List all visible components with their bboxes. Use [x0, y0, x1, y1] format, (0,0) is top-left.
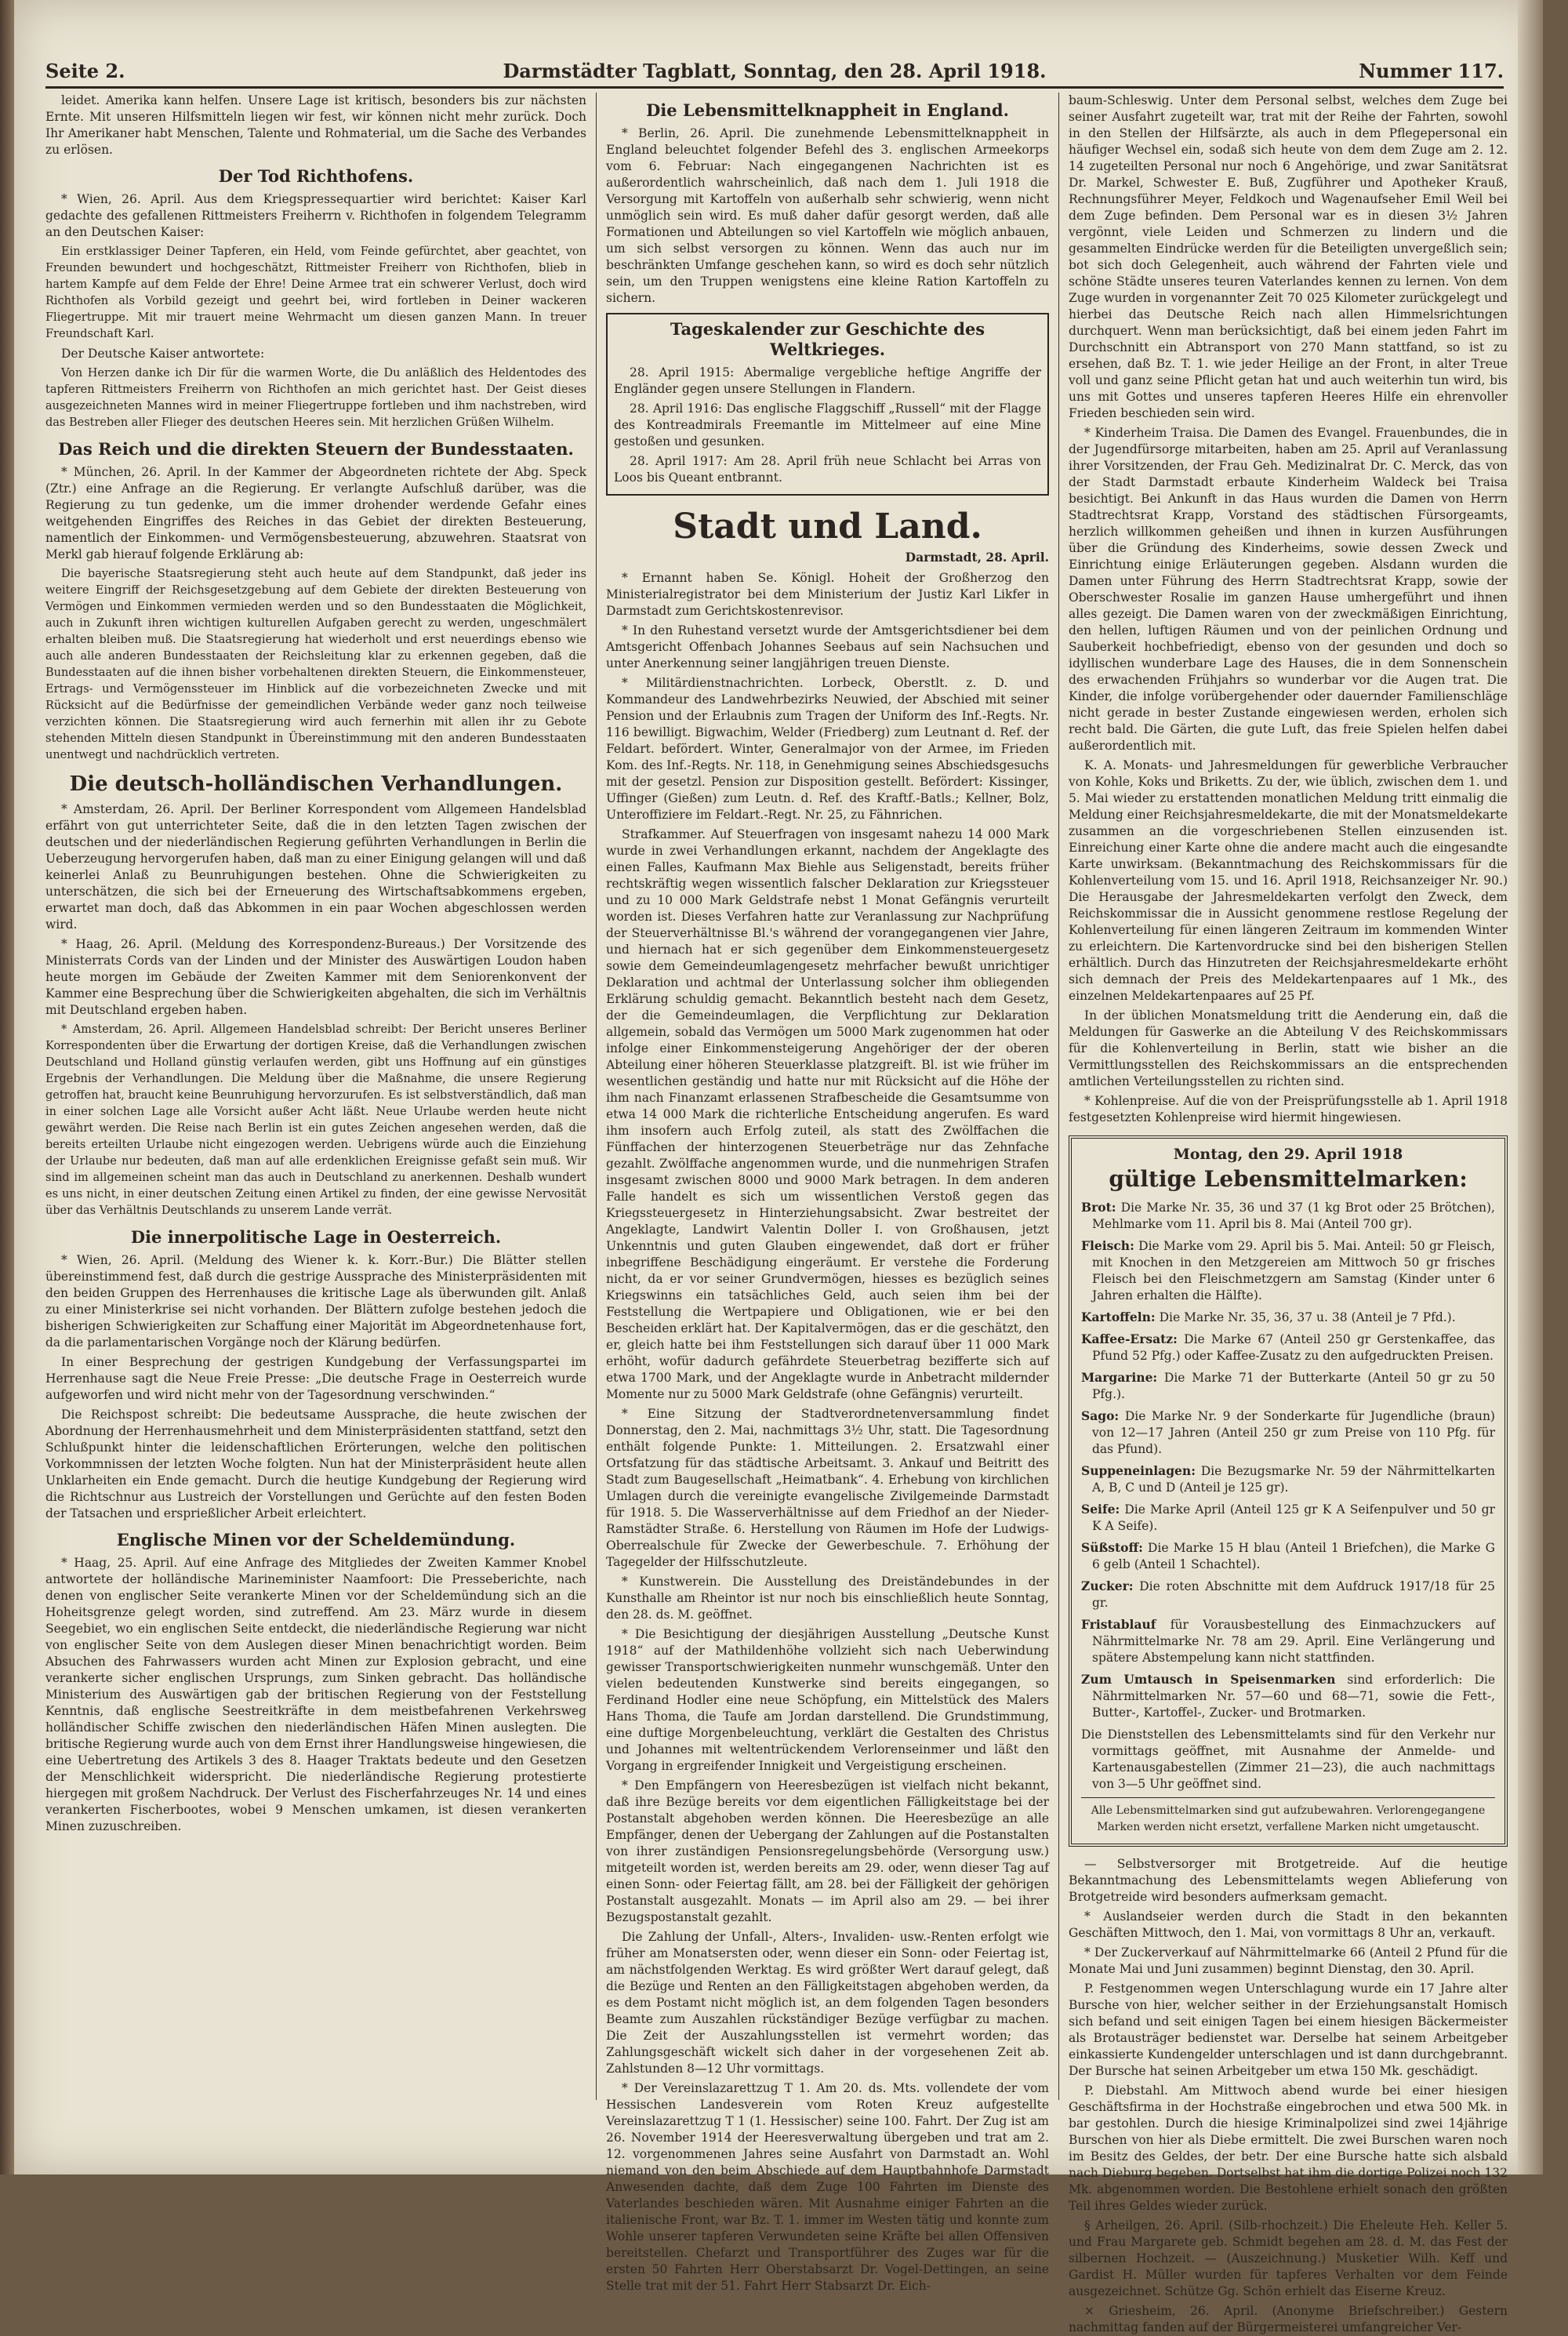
page-label: Seite 2. — [45, 60, 125, 82]
column-divider — [1058, 93, 1059, 2100]
ration-item: Süßstoff: Die Marke 15 H blau (Anteil 1 Briefchen), die Marke G 6 gelb (Anteil 1 Schachtel). — [1081, 1540, 1496, 1571]
article-paragraph: * Kinderheim Traisa. Die Damen des Evangel. Frauenbundes, die in der Jugendfürsorge mitarbeiten, haben am 25. April auf Veranlassung ihrer Vorsitzenden, der Frau Geh. Medizinalrat Dr. C. Merck, das von der Stadt Darmstadt erbaute Kinderheim Waldeck bei Traisa besichtigt. Bei Ankunft in das Haus wurden die Damen von Herrn Stadtrechtsrat Krapp, Vorstand des städtischen Fürsorgeamts, herzlich willkommen geheißen und ihnen in kurzen Ausführungen über die Gründung des Kinderheims, sowie dessen Zweck und Einrichtung einige Erläuterungen gegeben. Alsdann wurden die Damen unter Führung des Herrn Stadtrechtsrat Krapp, sowie der Oberschwester Rosalie im ganzen Hause umhergeführt und ihnen alles gezeigt. Die Damen waren von der zweckmäßigen Einrichtung, den hellen, luftigen Räumen und von der peinlichen Ordnung und Sauberkeit hochbefriedigt, ebenso von der gesunden und doch so idyllischen wunderbare Lage des Hauses, die in dem Sonnenschein des erwachenden Frühjahrs so wunderbar vor die Augen trat. Die Kinder, die infolge vorübergehender oder dauernder Familienschläge nicht gerade in bester Zustande eingewiesen werden, erholen sich recht bald. Die Gärten, die gute Luft, das freie Spielen helfen dabei außerordentlich mit. — [1069, 426, 1508, 753]
section-title: Stadt und Land. — [673, 507, 982, 547]
ration-item: Margarine: Die Marke 71 der Butterkarte (Anteil 50 gr zu 50 Pfg.). — [1081, 1370, 1495, 1401]
ration-item: Brot: Die Marke Nr. 35, 36 und 37 (1 kg Brot oder 25 Brötchen), Mehlmarke vom 11. April bis 8. Mai (Anteil 700 gr). — [1081, 1200, 1495, 1231]
header-rule — [45, 86, 1504, 89]
ration-item: Die Dienststellen des Lebensmittelamts sind für den Verkehr nur vormittags geöffnet, mit Ausnahme der Anmelde- und Kartenausgabestellen (Zimmer 21—23), die auch nachmittags von 3—5 Uhr geöffnet sind. — [1081, 1727, 1495, 1791]
article-paragraph: * Der Zuckerverkauf auf Nährmittelmarke 66 (Anteil 2 Pfund für die Monate Mai und Juni zusammen) beginnt Dienstag, den 30. April. — [1069, 1945, 1508, 1976]
column-2 — [606, 93, 1049, 2293]
issue-number: Nummer 117. — [1359, 60, 1504, 82]
article-headline: Das Reich und die direkten Steuern der Bundesstaaten. — [58, 439, 574, 459]
article-paragraph: § Arheilgen, 26. April. (Silb-rhochzeit.) Die Eheleute Heh. Keller 5. und Frau Margarete geb. Schmidt begehen am 28. d. M. das Fest der silbernen Hochzeit. — (Auszeichnung.) Musketier Wilh. Keff und Gardist H. Müller wurden für tapferes Verhalten vor dem Feinde ausgezeichnet. Schütze Gg. Schön erhielt das Eiserne Kreuz. — [1069, 2218, 1508, 2298]
ration-item: Zum Umtausch in Speisenmarken sind erforderlich: Die Nährmittelmarken Nr. 57—60 und 68—71, sowie die Fett-, Butter-, Kartoffel-, Zucker- und Brotmarken. — [1081, 1672, 1495, 1720]
article-paragraph: * Eine Sitzung der Stadtverordnetenversammlung findet Donnerstag, den 2. Mai, nachmittags 3½ Uhr, statt. Die Tagesordnung enthält folgende Punkte: 1. Mitteilungen. 2. Ersatzwahl einer Ortsfatzung für das städtische Arbeitsamt. 3. Ankauf und Beitritt des Stadt zum Baugesellschaft „Heimatbank“. 4. Erhebung von kirchlichen Umlagen durch die vereinigte evangelische Zivilgemeinde Darmstadt für 1918. 5. Die Wasserverhältnisse auf dem Friedhof an der Nieder-Ramstädter Straße. 6. Herstellung von Räumen im Hofe der Ludwigs-Oberrealschule für Zwecke der Gewerbeschule. 7. Erhöhung der Tagegelder der Hilfsschutzleute. — [606, 1407, 1049, 1569]
ration-item: Fleisch: Die Marke vom 29. April bis 5. Mai. Anteil: 50 gr Fleisch, mit Knochen in den Metzgereien am Mittwoch 50 gr frisches Fleisch bei den Fleischmetzgern am Samstag (Kinder unter 6 Jahren erhalten die Hälfte). — [1081, 1238, 1495, 1302]
dateline: Darmstadt, 28. April. — [905, 550, 1049, 565]
ration-item: Suppeneinlagen: Die Bezugsmarke Nr. 59 der Nährmittelkarten A, B, C und D (Anteil je 125 gr). — [1081, 1463, 1495, 1495]
ration-list — [1081, 1199, 1495, 1793]
article-paragraph: * Ernannt haben Se. Königl. Hoheit der Großherzog den Ministerialregistrator bei dem Ministerium der Justiz Karl Likfer in Darmstadt zum Gerichtskostenrevisor. — [606, 571, 1049, 618]
article-paragraph: Die Reichspost schreibt: Die bedeutsame Aussprache, die heute zwischen der Abordnung der Herrenhausmehrheit und dem Ministerpräsidenten stattfand, setzt den Schlußpunkt hinter die leidenschaftlichen Erörterungen, welche den politischen Vorkommnissen der letzten Woche folgten. Nun hat der Ministerpräsident heute allen Unklarheiten ein Ende gemacht. Durch die heutige Kundgebung der Regierung wird die Richtschnur aus Lustreich der Vorstellungen und Gerüchte auf den festen Boden der Tatsachen und ersprießlicher Arbeit erleichtert. — [45, 1408, 586, 1520]
article-paragraph: * Kunstwerein. Die Ausstellung des Dreiständebundes in der Kunsthalle am Rheintor ist nur noch bis einschließlich heute Sonntag, den 28. ds. M. geöffnet. — [606, 1575, 1049, 1622]
article-paragraph: * Haag, 25. April. Auf eine Anfrage des Mitgliedes der Zweiten Kammer Knobel antwortete der holländische Marineminister Naamfoort: Die Presseberichte, nach denen von englischer Seite verankerte Minen vor der Scheldemündung sich an die Hoheitsgrenze gelegt worden, sind zutreffend. Am 23. März wurde in diesem Seegebiet, wo ein englischen Seite entdeckt, die niederländische Regierung war nicht von englischer Seite von dem Auslegen dieser Minen benachrichtigt worden. Beim Absuchen des Fahrwassers wurden acht Minen zur Explosion gebracht, und eine verankerte sicher englischen Ursprungs, zum Sinken gebracht. Das holländische Ministerium des Auswärtigen gab der britischen Regierung von der Feststellung Kenntnis, daß englische Seestreitkräfte in dem meistbefahrenen Verkehrsweg holländischer Schiffe zwischen den niederländischen Häfen Minen auslegten. Die britische Regierung wurde auch von dem Ernst ihrer Handlungsweise hingewiesen, die eine Uebertretung des Artikels 3 des 8. Haager Traktats bedeute und den Gesetzen der Menschlichkeit widerspricht. Die niederländische Regierung protestierte hiergegen mit großem Nachdruck. Der Verlust des Fischerfahrzeuges Nr. 14 und eines verankerten Fischerbootes, wobei 9 Menschen umkamen, ist diesen verankerten Minen zuzuschreiben. — [45, 1556, 586, 1833]
article-paragraph: Ein erstklassiger Deiner Tapferen, ein Held, vom Feinde gefürchtet, aber geachtet, von Freunden bewundert und hochgeschätzt, Rittmeister Freiherr von Richthofen, blieb in hartem Kampfe auf dem Felde der Ehre! Deine Armee trat ein schwerer Verlust, doch wird Richthofen als Vorbild gezeigt und geehrt bei, wird fortleben in Deiner wackeren Fliegertruppe. Mit mir trauert meine Wehrmacht um diesen ganzen Mann. In treuer Freundschaft Karl. — [45, 245, 586, 340]
article-paragraph: Die bayerische Staatsregierung steht auch heute auf dem Standpunkt, daß jeder ins weitere Eingriff der Reichsgesetzgebung auf dem Gebiete der direkten Besteuerung von Vermögen und Einkommen vermieden werden und so den Bundesstaaten die Möglichkeit, auch in Zukunft ihren wichtigen kulturellen Aufgaben gerecht zu werden, ungeschmälert erhalten bleiben muß. Die Staatsregierung hat wiederholt und erst neuerdings ebenso wie auch alle anderen Bundesstaaten der Reichsleitung klar zu erkennen gegeben, daß die Bundesstaaten auf die ihnen bisher vorbehaltenen direkten Steuern, die Einkommensteuer, Ertrags- und Vermögenssteuer im Hinblick auf die vorbezeichneten Zwecke und mit Rücksicht auf die Bedürfnisse der gemeindlichen Verbände weder ganz noch teilweise verzichten können. Die Staatsregierung wird auch fernerhin mit allen ihr zu Gebote stehenden Mitteln diesen Standpunkt in Übereinstimmung mit den anderen Bundesstaaten unentwegt und nachdrücklich vertreten. — [45, 568, 586, 761]
article-paragraph: * Berlin, 26. April. Die zunehmende Lebensmittelknappheit in England beleuchtet folgender Befehl des 3. englischen Armeekorps vom 6. Februar: Nach eingegangenen Nachrichten ist es außerordentlich wahrscheinlich, daß nach dem 1. Juli 1918 die Versorgung mit Kartoffeln von außerhalb sehr schwierig, wenn nicht unmöglich sein wird. Es muß daher dafür gesorgt werden, daß alle Formationen und Abteilungen so viel Kartoffeln wie möglich anbauen, um sich selbst versorgen zu können. Wenn das auch nur im beschränkten Umfange geschehen kann, so wird es doch sehr nützlich sein, um den Truppen wenigstens eine kleine Ration Kartoffeln zu sichern. — [606, 126, 1049, 305]
article-paragraph: * Kohlenpreise. Auf die von der Preisprüfungsstelle ab 1. April 1918 festgesetzten Kohlenpreise wird hiermit hingewiesen. — [1069, 1094, 1508, 1124]
calendar-entry: 28. April 1915: Abermalige vergebliche heftige Angriffe der Engländer gegen unsere Stellungen in Flandern. — [614, 365, 1041, 396]
ration-item: Zucker: Die roten Abschnitte mit dem Aufdruck 1917/18 für 25 gr. — [1081, 1579, 1495, 1610]
column-1 — [45, 93, 586, 2100]
article-headline: Die innerpolitische Lage in Oesterreich. — [130, 1227, 502, 1247]
article-paragraph: × Griesheim, 26. April. (Anonyme Briefschreiber.) Gestern nachmittag fanden auf der Bürgermeisterei umfangreicher Ver- — [1069, 2304, 1508, 2334]
article-paragraph: * Den Empfängern von Heeresbezügen ist vielfach nicht bekannt, daß ihre Bezüge bereits vor dem eigentlichen Fälligkeitstage bei der Postanstalt abgehoben werden können. Die Heeresbezüge an alle Empfänger, denen der Uebergang der Zahlungen auf die Postanstalten von ihrer zuständigen Pensionsregelungsbehörde (Versorgung usw.) mitgeteilt worden ist, werden bereits am 29. oder, wenn dieser Tag auf einen Sonn- oder Feiertag fällt, am 28. bei der Fälligkeit der gehörigen Postanstalt ausgezahlt. Monats — im April also am 29. — bei ihrer Bezugspostanstalt gezahlt. — [606, 1778, 1049, 1924]
article-paragraph: * Der Vereinslazarettzug T 1. Am 20. ds. Mts. vollendete der vom Hessischen Landesverein vom Roten Kreuz aufgestellte Vereinslazarettzug T 1 (1. Hessischer) seine 100. Fahrt. Der Zug ist am 26. November 1914 der Heeresverwaltung übergeben und trat am 2. 12. vorgenommenen Jahres seine Ausfahrt von Darmstadt an. Wohl niemand von den beim Abschiede auf dem Hauptbahnhofe Darmstadt Anwesenden dachte, daß dem Zuge 100 Fahrten im Dienste des Vaterlandes beschieden wären. Mit Ausnahme einiger Fahrten an die italienische Front, war Bz. T. 1. immer im Westen tätig und konnte zum Wohle unserer tapferen Verwundeten seine Kräfte bei allen Offensiven bereitstellen. Chefarzt und Transportführer des Zuges war für die ersten 50 Fahrten Herr Oberstabsarzt Dr. Vogel-Dettingen, an seine Stelle trat mit der 51. Fahrt Herr Stabsarzt Dr. Eich- — [606, 2081, 1049, 2293]
article-headline: Die deutsch-holländischen Verhandlungen. — [69, 772, 563, 796]
article-paragraph: * Haag, 26. April. (Meldung des Korrespondenz-Bureaus.) Der Vorsitzende des Ministerrats Cords van der Linden und der Minister des Auswärtigen Loudon haben heute morgen im Gebäude der Zweiten Kammer mit dem Seniorenkonvent der Kammer eine Besprechung über die Schwierigkeiten abgehalten, die sich im Verhältnis mit Deutschland ergeben haben. — [45, 937, 586, 1017]
ration-date: Montag, den 29. April 1918 — [1173, 1146, 1403, 1163]
article-paragraph: * Die Besichtigung der diesjährigen Ausstellung „Deutsche Kunst 1918“ auf der Mathildenhöhe vollzieht sich nach Ueberwindung gewisser Transportschwierigkeiten nunmehr wunschgemäß. Unter den vielen bedeutenden Kunstwerke sind bereits eingegangen, so Ferdinand Hodler eine neue Schöpfung, ein Mittelstück des Malers Hans Thoma, die Taufe am Jordan darstellend. Die Grundstimmung, eine duftige Morgenbeleuchtung, verklärt die Gestalten des Christus und Johannes mit weltentrückendem Verlorenseinmer und läßt den Vorgang in ergreifender Innigkeit und Vergeistigung erscheinen. — [606, 1627, 1049, 1773]
article-paragraph: Von Herzen danke ich Dir für die warmen Worte, die Du anläßlich des Heldentodes des tapferen Rittmeisters Freiherrn von Richthofen an mich gerichtet hast. Der Geist dieses ausgezeichneten Mannes wird in meiner Fliegertruppe fortleben und ihm nachstreben, wird das Bestreben aller Flieger des deutschen Heeres sein. Mit herzlichen Grüßen Wilhelm. — [45, 367, 586, 429]
article-paragraph: Der Deutsche Kaiser antwortete: — [61, 347, 265, 361]
article-paragraph: * München, 26. April. In der Kammer der Abgeordneten richtete der Abg. Speck (Ztr.) eine Anfrage an die Regierung. Er verlangte Aufschluß darüber, was die Regierung zu tun gedenke, um die immer drohender werdende Gefahr eines weitgehenden Eingriffes des Reiches in das Gebiet der direkten Besteuerung, namentlich der Einkommen- und Vermögensbesteuerung, abzuwehren. Staatsrat von Merkl gab hierauf folgende Erklärung ab: — [45, 465, 586, 561]
column-3 — [1069, 93, 1508, 2334]
newspaper-page — [14, 0, 1543, 2334]
ration-item: Fristablauf für Vorausbestellung des Einmachzuckers auf Nährmittelmarke Nr. 78 am 29. April. Eine Verlängerung und spätere Abstempelung kann nicht stattfinden. — [1081, 1617, 1495, 1665]
article-paragraph: * Auslandseier werden durch die Stadt in den bekannten Geschäften Mittwoch, den 1. Mai, von vormittags 8 Uhr an, verkauft. — [1069, 1909, 1508, 1940]
article-paragraph: * Amsterdam, 26. April. Der Berliner Korrespondent vom Allgemeen Handelsblad erfährt von gut unterrichteter Seite, daß die in den letzten Tagen zwischen der deutschen und der niederländischen Regierung geführten Verhandlungen in Berlin die Ueberzeugung hervorgerufen haben, daß man zu einer Einigung gelangen will und daß keinerlei Anlaß zu Beunruhigungen bestehen. Ohne die Schwierigkeiten zu unterschätzen, die sich bei der Erneuerung des Wirtschaftsabkommens ergeben, erwartet man doch, daß das Abkommen in ein paar Wochen abgeschlossen werden wird. — [45, 802, 586, 932]
article-paragraph: leidet. Amerika kann helfen. Unsere Lage ist kritisch, besonders bis zur nächsten Ernte. Mit unseren Hilfsmitteln liegen wir fest, wir können nicht mehr zurück. Doch Ihr Amerikaner habt Menschen, Talente und Rohmaterial, um die Sache des Verbandes zu erlösen. — [45, 93, 586, 157]
article-paragraph: * Wien, 26. April. (Meldung des Wiener k. k. Korr.-Bur.) Die Blätter stellen übereinstimmend fest, daß durch die gestrige Aussprache des Ministerpräsidenten mit den beiden Gruppen des Herrenhauses die kritische Lage als überwunden gilt. Anlaß zu einer Ministerkrise sei nicht vorhanden. Der Blättern zufolge bestehen jedoch die bisherigen Schwierigkeiten zur Schaffung einer Majorität im Abgeordnetenhause fort, da die parlamentarischen Vorgänge noch der Klärung bedürfen. — [45, 1253, 586, 1350]
article-paragraph: * Amsterdam, 26. April. Allgemeen Handelsblad schreibt: Der Bericht unseres Berliner Korrespondenten über die Erwartung der dortigen Kreise, daß die Verhandlungen zwischen Deutschland und Holland günstig verlaufen werden, gibt uns Hoffnung auf ein günstiges Ergebnis der Verhandlungen. Die Meldung über die Maßnahme, die unsere Regierung getroffen hat, braucht keine Beunruhigung hervorzurufen. Es ist selbstverständlich, daß man in einer solchen Lage alle Vorsicht außer Acht läßt. Neue Urlaube werden heute nicht gewährt werden. Die Reise nach Berlin ist ein gutes Zeichen angesehen werden, daß die bereits erteilten Urlaube nicht eingezogen werden. Uebrigens würde auch die Einziehung der Urlaube nur bedeuten, daß man auf alle erdenklichen Ereignisse gefaßt sein muß. Wir sind im allgemeinen scheint man das auch in Deutschland zu anerkennen. Deshalb wundert es uns nicht, in einer deutschen Zeitung einen Artikel zu finden, der eine gewisse Nervosität über das Verhältnis Deutschlands zu unserem Lande verrät. — [45, 1023, 586, 1217]
ration-title: gültige Lebensmittelmarken: — [1109, 1166, 1468, 1192]
article-headline: Tageskalender zur Geschichte des Weltkrieges. — [670, 319, 985, 359]
article-paragraph: Die Zahlung der Unfall-, Alters-, Invaliden- usw.-Renten erfolgt wie früher am Monatsersten oder, wenn dieser ein Sonn- oder Feiertag ist, am nächstfolgenden Werktag. Es wird größter Wert darauf gelegt, daß die Bezüge und Renten an den Fälligkeitstagen abgehoben werden, da es dem Postamt nicht möglich ist, an dem folgenden Tagen besonders Beamte zum Auszahlen rückständiger Bezüge verfügbar zu machen. Die Zeit der Auszahlungsstellen ist vermehrt worden; das Zahlungsgeschäft wickelt sich daher in der vorgesehenen Zeit ab. Zahlstunden 8—12 Uhr vormittags. — [606, 1930, 1049, 2076]
ration-item: Seife: Die Marke April (Anteil 125 gr K A Seifenpulver und 50 gr K A Seife). — [1081, 1502, 1495, 1533]
calendar-entry: 28. April 1917: Am 28. April früh neue Schlacht bei Arras von Loos bis Queant entbrannt. — [614, 454, 1041, 485]
article-paragraph: In der üblichen Monatsmeldung tritt die Aenderung ein, daß die Meldungen für Gaswerke an die Abteilung V des Reichskommissars für die Kohlenverteilung in Berlin, statt wie bisher an die Vermittlungsstellen des Reichskommissars an die entsprechenden amtlichen Verteilungsstellen zu richten sind. — [1069, 1008, 1508, 1088]
article-paragraph: P. Diebstahl. Am Mittwoch abend wurde bei einer hiesigen Geschäftsfirma in der Hochstraße eingebrochen und etwa 500 Mk. in bar gestohlen. Durch die hiesige Kriminalpolizei sind zwei 14jährige Burschen von hier als Diebe ermittelt. Die zwei Burschen waren noch im Besitz des Geldes, der betr. Der eine Bursche hatte sich alsbald nach Dieburg begeben. Dortselbst hat ihm die dortige Polizei noch 132 Mk. abgenommen worden. Die Bestohlene erhielt sonach den größten Teil ihres Geldes wieder zurück. — [1069, 2084, 1508, 2213]
article-headline: Die Lebensmittelknappheit in England. — [646, 100, 1009, 120]
article-paragraph: Strafkammer. Auf Steuerfragen von insgesamt nahezu 14 000 Mark wurde in zwei Verhandlungen erkannt, nachdem der Angeklagte des einen Falles, Kaufmann Max Biehle aus Seligenstadt, bereits früher rechtskräftig wegen wissentlich falscher Deklaration zur Kriegssteuer und zu 10 000 Mark Geldstrafe nebst 1 Monat Gefängnis verurteilt worden ist. Dieses Verfahren hatte zur Veranlassung zur Nachprüfung der Steuerverhältnisse Bl.'s während der vorangegangenen vier Jahre, und hiernach hat er sich gegenüber dem Einkommensteuergesetz sowie dem Gemeindeumlagengesetz mehrfacher bewußt unrichtiger Deklaration und achtmal der Unterlassung solcher ihm obliegenden Erklärung schuldig gemacht. Bekanntlich besteht nach dem Gesetz, der die Gemeindeumlagen, die Verpflichtung zur Deklaration allgemein, sobald das Vermögen um 5000 Mark zugenommen hat oder infolge einer Einkommensteigerung Angehöriger der der oberen Abteilung einer höheren Steuerklasse platzgreift. Bl. ist wie früher im wesentlichen geständig und hatte nur mit Rücksicht auf die Höhe der ihm nach Finanzamt erlassenen Strafbescheide die Gesamtsumme von etwa 14 000 Mark die richterliche Entscheidung angerufen. Es ward ihm insofern auch Erfolg zuteil, als statt des Zwölffachen die Fünffachen der hinterzogenen Steuerbeträge nur das Zehnfache gezahlt. Zwölffache angenommen wurde, und die nunmehrigen Strafen insgesamt zwischen 8000 und 9000 Mark betragen. In dem anderen Falle handelt es sich um wissentlichen Verstoß gegen das Kriegssteuergesetz in Hinterziehungsabsicht. Zwar bestreitet der Angeklagte, Landwirt Valentin Doller I. von Großhausen, jetzt Unkenntnis und guten Glauben eingewendet, daß dort er früher inbegriffene Beschädigung eingeräumt. Er verstehe die Forderung nicht, da er vor seiner Grundvermögen, hiesses es bezüglich seines Kriegswinns ein tatsächliches Geld, auch seien ihm bei der Feststellung die Wertpapiere und Obligationen, wie er bei den Bescheiden erklärt hat. Der Kapitalvermögen, das er die geschätzt, den er, gleich hatte bei ihm Feststellungen sich darauf über 11 000 Mark erhöht, wofür dadurch gefährdete Steuerbetrag bezifferte sich auf etwa 1700 Mark, und der Angeklagte wurde in Anbetracht mildernder Momente nur zu 5000 Mark Geldstrafe (ohne Gefängnis) verurteilt. — [606, 827, 1049, 1401]
article-paragraph: K. A. Monats- und Jahresmeldungen für gewerbliche Verbraucher von Kohle, Koks und Briketts. Zu der, wie üblich, zwischen dem 1. und 5. Mai wieder zu erstattenden monatlichen Meldung tritt einmalig die Meldung einer Reichsjahresmeldekarte, die mit der Monatsmeldekarte zusammen an die vorgeschriebenen Stellen einzusenden ist. Einreichung einer Karte ohne die andere macht auch die eingesandte Karte unwirksam. (Bekanntmachung des Reichskommissars für die Kohlenverteilung vom 15. und 16. April 1918, Reichsanzeiger Nr. 90.) Die Herausgabe der Jahresmeldekarten verfolgt den Zweck, dem Reichskommissar die in Aussicht genommene restlose Regelung der Kohlenverteilung für einen längeren Zeitraum im kommenden Winter zu erleichtern. Die Kartenvordrucke sind bei den bisherigen Stellen erhältlich. Durch das Hinzutreten der Reichsjahresmeldekarte erhöht sich demnach der Preis des Meldekartenpaares auf 1 Mk., des einzelnen Meldekartenpaares auf 25 Pf. — [1069, 758, 1508, 1003]
book-binding — [0, 0, 14, 2174]
war-calendar-box — [606, 313, 1049, 496]
article-paragraph: * Wien, 26. April. Aus dem Kriegspressequartier wird berichtet: Kaiser Karl gedachte des gefallenen Rittmeisters Freiherrn v. Richthofen in folgendem Telegramm an den Deutschen Kaiser: — [45, 192, 586, 239]
masthead-line: Darmstädter Tagblatt, Sonntag, den 28. April 1918. — [503, 60, 1047, 82]
ration-stamps-box — [1069, 1135, 1508, 1847]
page-edge — [1518, 0, 1543, 2174]
article-paragraph: — Selbstversorger mit Brotgetreide. Auf die heutige Bekanntmachung des Lebensmittelamts wegen Ablieferung von Brotgetreide wird besonders aufmerksam gemacht. — [1069, 1857, 1508, 1904]
ration-note: Alle Lebensmittelmarken sind gut aufzubewahren. Verlorengegangene Marken werden nicht ersetzt, verfallene Marken nicht umgetauscht. — [1081, 1797, 1495, 1836]
ration-item: Sago: Die Marke Nr. 9 der Sonderkarte für Jugendliche (braun) von 12—17 Jahren (Anteil 250 gr zum Preise von 110 Pfg. für das Pfund). — [1081, 1408, 1495, 1456]
article-paragraph: baum-Schleswig. Unter dem Personal selbst, welches dem Zuge bei seiner Ausfahrt zugeteilt war, trat mit der Reihe der Fahrten, sowohl in den Stellen der Hilfsärzte, als auch in dem Pflegepersonal ein häufiger Wechsel ein, sodaß sich heute von dem dem Zuge am 2. 12. 14 zugeteilten Personal nur noch 6 Angehörige, und zwar Sanitätsrat Dr. Markel, Schwester E. Buß, Zugführer und Apotheker Krauß, Rechnungsführer Meyer, Feldkoch und Wagenaufseher Emil Weil bei dem Zuge befinden. Dem Personal war es in diesen 3½ Jahren vergönnt, viele Leiden und Schmerzen zu lindern und die gesammelten Eindrücke werden für die Beteiligten unvergeßlich sein; bot sich doch Gelegenheit, auch während der Fahrten viele und schöne Städte unseres teuren Vaterlandes kennen zu lernen. Von dem Zuge wurden in vorgenannter Zeit 70 025 Kilometer zurückgelegt und hierbei das Deutsche Reich nach allen Himmelsrichtungen durchquert. Wenn man berücksichtigt, daß bei einem jeden Fahrt im Durchschnitt ein Abtransport von 270 Mann stattfand, so ist zu ersehen, daß Bz. T. 1. wie jeder Heilige an der Front, in alter Treue voll und ganz seine Pflicht getan hat und auch weiterhin tun wird, bis uns mit Gottes und unseres tapferen Heeres Hilfe ein ehrenvoller Frieden beschieden sein wird. — [1069, 93, 1508, 420]
article-headline: Der Tod Richthofens. — [218, 166, 414, 186]
article-paragraph: P. Festgenommen wegen Unterschlagung wurde ein 17 Jahre alter Bursche von hier, welcher seither in der Erziehungsanstalt Homisch sich befand und seit einigen Tagen bei einem hiesigen Bäckermeister als Brotausträger bedienstet war. Derselbe hat seinem Arbeitgeber einkassierte Kundengelder unterschlagen und ist dann durchgebrannt. Der Bursche hat seinen Arbeitgeber um etwa 150 Mk. geschädigt. — [1069, 1982, 1508, 2078]
ration-item: Kaffee-Ersatz: Die Marke 67 (Anteil 250 gr Gerstenkaffee, das Pfund 52 Pfg.) oder Kaffee-Zusatz zu den aufgedruckten Preisen. — [1081, 1331, 1495, 1363]
calendar-entry: 28. April 1916: Das englische Flaggschiff „Russell“ mit der Flagge des Kontreadmirals Freemantle im Mittelmeer auf eine Mine gestoßen und gesunken. — [614, 401, 1041, 449]
page-header — [45, 55, 1504, 86]
article-headline: Englische Minen vor der Scheldemündung. — [116, 1530, 516, 1549]
column-divider — [596, 93, 597, 2100]
ration-item: Kartoffeln: Die Marke Nr. 35, 36, 37 u. 38 (Anteil je 7 Pfd.). — [1081, 1310, 1456, 1324]
article-paragraph: In einer Besprechung der gestrigen Kundgebung der Verfassungspartei im Herrenhause sagt die Neue Freie Presse: „Die deutsche Frage in Oesterreich wurde aufgeworfen und wird nicht mehr von der Tagesordnung verschwinden.“ — [45, 1355, 586, 1402]
article-paragraph: * In den Ruhestand versetzt wurde der Amtsgerichtsdiener bei dem Amtsgericht Offenbach Johannes Seebaus auf sein Nachsuchen und unter Anerkennung seiner langjährigen treuen Dienste. — [606, 623, 1049, 670]
article-paragraph: * Militärdienstnachrichten. Lorbeck, Oberstlt. z. D. und Kommandeur des Landwehrbezirks Neuwied, der Abschied mit seiner Pension und der Erlaubnis zum Tragen der Uniform des Inf.-Regts. Nr. 116 bewilligt. Bigwachim, Welder (Friedberg) zum Leutnant d. Ref. der Feldart. befördert. Winter, Generalmajor von der Armee, im Frieden Kom. des Inf.-Regts. Nr. 118, in Genehmigung seines Abschiedsgesuchs mit der gesetzl. Pension zur Disposition gestellt. Befördert: Kissinger, Uffinger (Gießen) zum Leutn. d. Ref. des Kraftf.-Batls.; Kellner, Bolz, Unteroffiziere im Feldart.-Regt. Nr. 25, zu Fähnrichen. — [606, 676, 1049, 822]
